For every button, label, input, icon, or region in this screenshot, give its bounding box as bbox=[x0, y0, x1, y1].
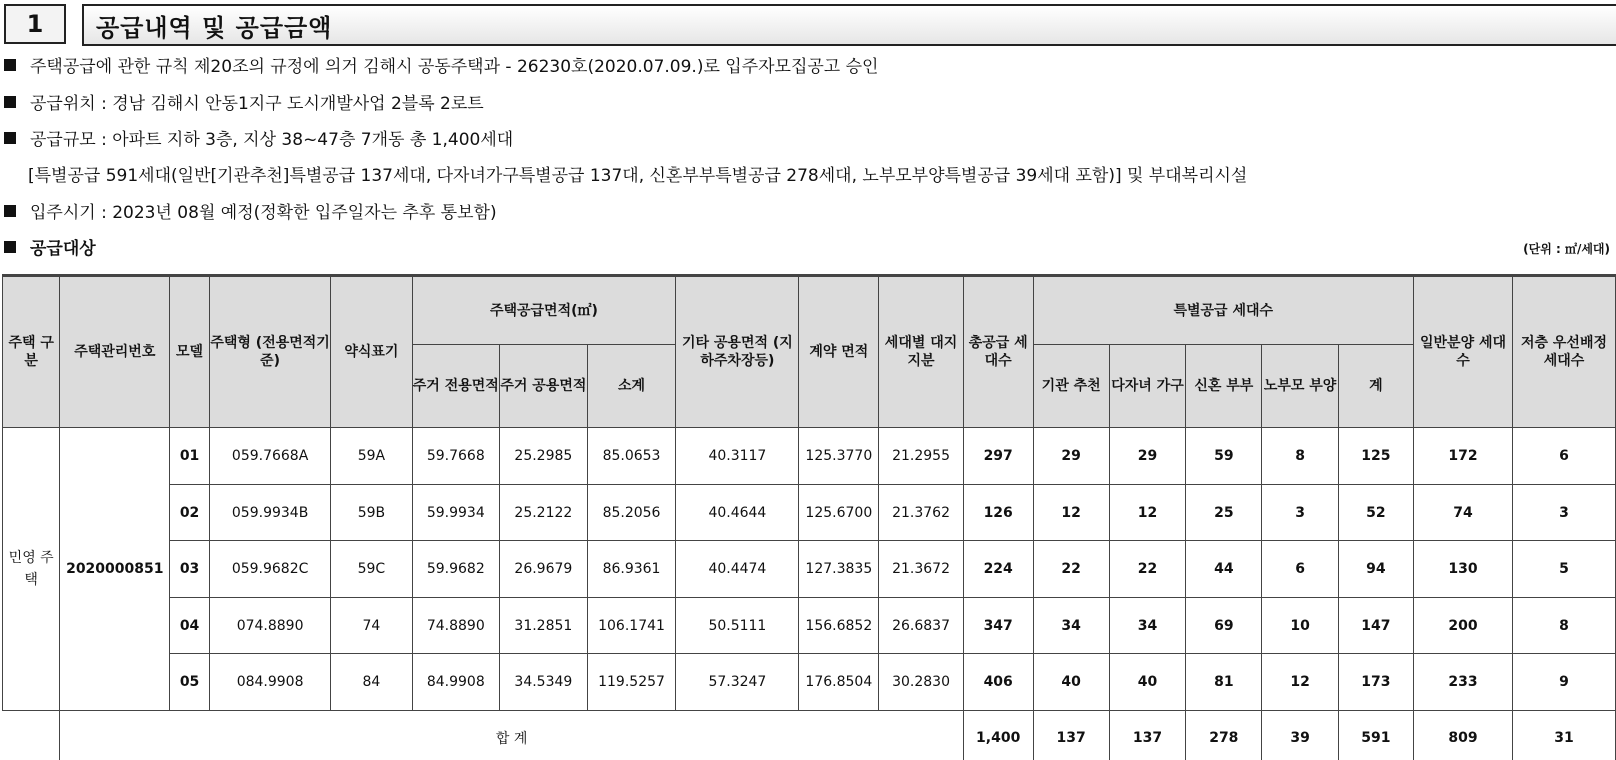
low-floor-cell: 5 bbox=[1513, 541, 1616, 598]
header-contract-area: 계약 면적 bbox=[799, 276, 879, 428]
table-row bbox=[3, 654, 1616, 711]
header-model: 모델 bbox=[170, 276, 210, 428]
abbrev-cell: 59B bbox=[331, 485, 412, 541]
subtotal-cell: 106.1741 bbox=[587, 598, 676, 654]
multichild-cell: 29 bbox=[1109, 428, 1185, 485]
subtotal-cell: 86.9361 bbox=[587, 541, 676, 598]
totals-elderly: 39 bbox=[1262, 711, 1338, 760]
header-mgmt-no: 주택관리번호 bbox=[60, 276, 170, 428]
elderly-cell: 6 bbox=[1262, 541, 1338, 598]
agency-cell: 12 bbox=[1033, 485, 1109, 541]
contract-area-cell: 156.6852 bbox=[799, 598, 879, 654]
special-sum-cell: 94 bbox=[1338, 541, 1413, 598]
bullet-location bbox=[4, 89, 484, 114]
land-share-cell: 21.2955 bbox=[879, 428, 964, 485]
total-units-cell: 297 bbox=[963, 428, 1033, 485]
low-floor-cell: 3 bbox=[1513, 485, 1616, 541]
model-cell: 04 bbox=[170, 598, 210, 654]
header-supply-area: 주택공급면적(㎡) bbox=[412, 276, 676, 345]
square-bullet-icon bbox=[4, 132, 16, 144]
contract-area-cell: 125.6700 bbox=[799, 485, 879, 541]
section-header bbox=[4, 4, 1616, 44]
other-common-cell: 57.3247 bbox=[676, 654, 799, 711]
special-sum-cell: 147 bbox=[1338, 598, 1413, 654]
exclusive-area-cell: 59.9682 bbox=[412, 541, 500, 598]
total-units-cell: 126 bbox=[963, 485, 1033, 541]
agency-cell: 22 bbox=[1033, 541, 1109, 598]
low-floor-cell: 8 bbox=[1513, 598, 1616, 654]
house-type-cell: 074.8890 bbox=[209, 598, 330, 654]
contract-area-cell: 176.8504 bbox=[799, 654, 879, 711]
header-agency: 기관 추천 bbox=[1033, 345, 1109, 428]
header-low-floor: 저층 우선배정 세대수 bbox=[1513, 276, 1616, 428]
newlywed-cell: 44 bbox=[1186, 541, 1262, 598]
common-area-cell: 26.9679 bbox=[500, 541, 588, 598]
table-row bbox=[3, 485, 1616, 541]
totals-spacer bbox=[3, 711, 60, 760]
special-sum-cell: 173 bbox=[1338, 654, 1413, 711]
house-type-cell: 059.9934B bbox=[209, 485, 330, 541]
newlywed-cell: 81 bbox=[1186, 654, 1262, 711]
other-common-cell: 40.4474 bbox=[676, 541, 799, 598]
bullet-text: 공급위치 : 경남 김해시 안동1지구 도시개발사업 2블록 2로트 bbox=[30, 94, 484, 114]
header-land-share: 세대별 대지지분 bbox=[879, 276, 964, 428]
subtotal-cell: 85.0653 bbox=[587, 428, 676, 485]
house-type-cell: 084.9908 bbox=[209, 654, 330, 711]
newlywed-cell: 25 bbox=[1186, 485, 1262, 541]
supply-table bbox=[2, 274, 1616, 760]
contract-area-cell: 125.3770 bbox=[799, 428, 879, 485]
header-total-units: 총공급 세대수 bbox=[963, 276, 1033, 428]
elderly-cell: 3 bbox=[1262, 485, 1338, 541]
special-supply-note: [특별공급 591세대(일반[기관추천]특별공급 137세대, 다자녀가구특별공급 137대, 신혼부부특별공급 278세대, 노부모부양특별공급 39세대 포함)] 및 부대복리시설 bbox=[28, 166, 1248, 186]
header-common-area: 주거 공용면적 bbox=[500, 345, 588, 428]
house-group-cell: 민영 주택 bbox=[3, 428, 60, 711]
table-row bbox=[3, 598, 1616, 654]
square-bullet-icon bbox=[4, 205, 16, 217]
bullet-text: 입주시기 : 2023년 08월 예정(정확한 입주일자는 추후 통보함) bbox=[30, 203, 497, 223]
elderly-cell: 8 bbox=[1262, 428, 1338, 485]
special-sum-cell: 52 bbox=[1338, 485, 1413, 541]
totals-label: 합 계 bbox=[60, 711, 963, 760]
header-special-sum: 계 bbox=[1338, 345, 1413, 428]
bullet-scale bbox=[4, 125, 513, 150]
general-cell: 130 bbox=[1414, 541, 1513, 598]
exclusive-area-cell: 59.9934 bbox=[412, 485, 500, 541]
common-area-cell: 34.5349 bbox=[500, 654, 588, 711]
common-area-cell: 25.2985 bbox=[500, 428, 588, 485]
exclusive-area-cell: 74.8890 bbox=[412, 598, 500, 654]
multichild-cell: 40 bbox=[1109, 654, 1185, 711]
header-exclusive-area: 주거 전용면적 bbox=[412, 345, 500, 428]
bullet-move-in bbox=[4, 198, 497, 223]
house-type-cell: 059.9682C bbox=[209, 541, 330, 598]
multichild-cell: 12 bbox=[1109, 485, 1185, 541]
agency-cell: 40 bbox=[1033, 654, 1109, 711]
mgmt-number-cell: 2020000851 bbox=[60, 428, 170, 711]
abbrev-cell: 59A bbox=[331, 428, 412, 485]
agency-cell: 29 bbox=[1033, 428, 1109, 485]
other-common-cell: 40.4644 bbox=[676, 485, 799, 541]
multichild-cell: 22 bbox=[1109, 541, 1185, 598]
common-area-cell: 25.2122 bbox=[500, 485, 588, 541]
subtotal-cell: 85.2056 bbox=[587, 485, 676, 541]
abbrev-cell: 74 bbox=[331, 598, 412, 654]
elderly-cell: 12 bbox=[1262, 654, 1338, 711]
unit-note: (단위 : ㎡/세대) bbox=[1523, 242, 1610, 256]
special-sum-cell: 125 bbox=[1338, 428, 1413, 485]
general-cell: 74 bbox=[1414, 485, 1513, 541]
subtotal-cell: 119.5257 bbox=[587, 654, 676, 711]
land-share-cell: 21.3762 bbox=[879, 485, 964, 541]
header-multichild: 다자녀 가구 bbox=[1109, 345, 1185, 428]
totals-special-sum: 591 bbox=[1338, 711, 1413, 760]
total-units-cell: 347 bbox=[963, 598, 1033, 654]
model-cell: 03 bbox=[170, 541, 210, 598]
totals-agency: 137 bbox=[1033, 711, 1109, 760]
general-cell: 233 bbox=[1414, 654, 1513, 711]
abbrev-cell: 59C bbox=[331, 541, 412, 598]
totals-multichild: 137 bbox=[1109, 711, 1185, 760]
total-units-cell: 224 bbox=[963, 541, 1033, 598]
model-cell: 01 bbox=[170, 428, 210, 485]
other-common-cell: 50.5111 bbox=[676, 598, 799, 654]
totals-general: 809 bbox=[1414, 711, 1513, 760]
exclusive-area-cell: 84.9908 bbox=[412, 654, 500, 711]
bullet-text: 공급대상 bbox=[30, 239, 96, 259]
house-type-cell: 059.7668A bbox=[209, 428, 330, 485]
contract-area-cell: 127.3835 bbox=[799, 541, 879, 598]
header-special-supply: 특별공급 세대수 bbox=[1033, 276, 1414, 345]
other-common-cell: 40.3117 bbox=[676, 428, 799, 485]
common-area-cell: 31.2851 bbox=[500, 598, 588, 654]
general-cell: 200 bbox=[1414, 598, 1513, 654]
totals-low-floor: 31 bbox=[1513, 711, 1616, 760]
low-floor-cell: 6 bbox=[1513, 428, 1616, 485]
land-share-cell: 30.2830 bbox=[879, 654, 964, 711]
exclusive-area-cell: 59.7668 bbox=[412, 428, 500, 485]
header-newlywed: 신혼 부부 bbox=[1186, 345, 1262, 428]
header-elderly: 노부모 부양 bbox=[1262, 345, 1338, 428]
model-cell: 02 bbox=[170, 485, 210, 541]
section-number: 1 bbox=[4, 4, 66, 44]
multichild-cell: 34 bbox=[1109, 598, 1185, 654]
bullet-approval bbox=[4, 52, 878, 77]
table-row bbox=[3, 428, 1616, 485]
totals-newlywed: 278 bbox=[1186, 711, 1262, 760]
square-bullet-icon bbox=[4, 241, 16, 253]
header-general: 일반분양 세대수 bbox=[1414, 276, 1513, 428]
section-title: 공급내역 및 공급금액 bbox=[82, 4, 1616, 46]
square-bullet-icon bbox=[4, 96, 16, 108]
agency-cell: 34 bbox=[1033, 598, 1109, 654]
totals-total-units: 1,400 bbox=[963, 711, 1033, 760]
low-floor-cell: 9 bbox=[1513, 654, 1616, 711]
abbrev-cell: 84 bbox=[331, 654, 412, 711]
model-cell: 05 bbox=[170, 654, 210, 711]
total-units-cell: 406 bbox=[963, 654, 1033, 711]
header-subtotal: 소계 bbox=[587, 345, 676, 428]
table-row bbox=[3, 541, 1616, 598]
header-abbrev: 약식표기 bbox=[331, 276, 412, 428]
bullet-supply-target bbox=[4, 234, 96, 259]
land-share-cell: 26.6837 bbox=[879, 598, 964, 654]
header-house-group: 주택 구분 bbox=[3, 276, 60, 428]
general-cell: 172 bbox=[1414, 428, 1513, 485]
totals-row bbox=[3, 711, 1616, 760]
newlywed-cell: 59 bbox=[1186, 428, 1262, 485]
header-other-common: 기타 공용면적 (지하주차장등) bbox=[676, 276, 799, 428]
square-bullet-icon bbox=[4, 59, 16, 71]
land-share-cell: 21.3672 bbox=[879, 541, 964, 598]
elderly-cell: 10 bbox=[1262, 598, 1338, 654]
bullet-text: 공급규모 : 아파트 지하 3층, 지상 38~47층 7개동 총 1,400세대 bbox=[30, 130, 514, 150]
bullet-text: 주택공급에 관한 규칙 제20조의 규정에 의거 김해시 공동주택과 - 26230호(2020.07.09.)로 입주자모집공고 승인 bbox=[30, 57, 879, 77]
newlywed-cell: 69 bbox=[1186, 598, 1262, 654]
header-house-type: 주택형 (전용면적기준) bbox=[209, 276, 330, 428]
